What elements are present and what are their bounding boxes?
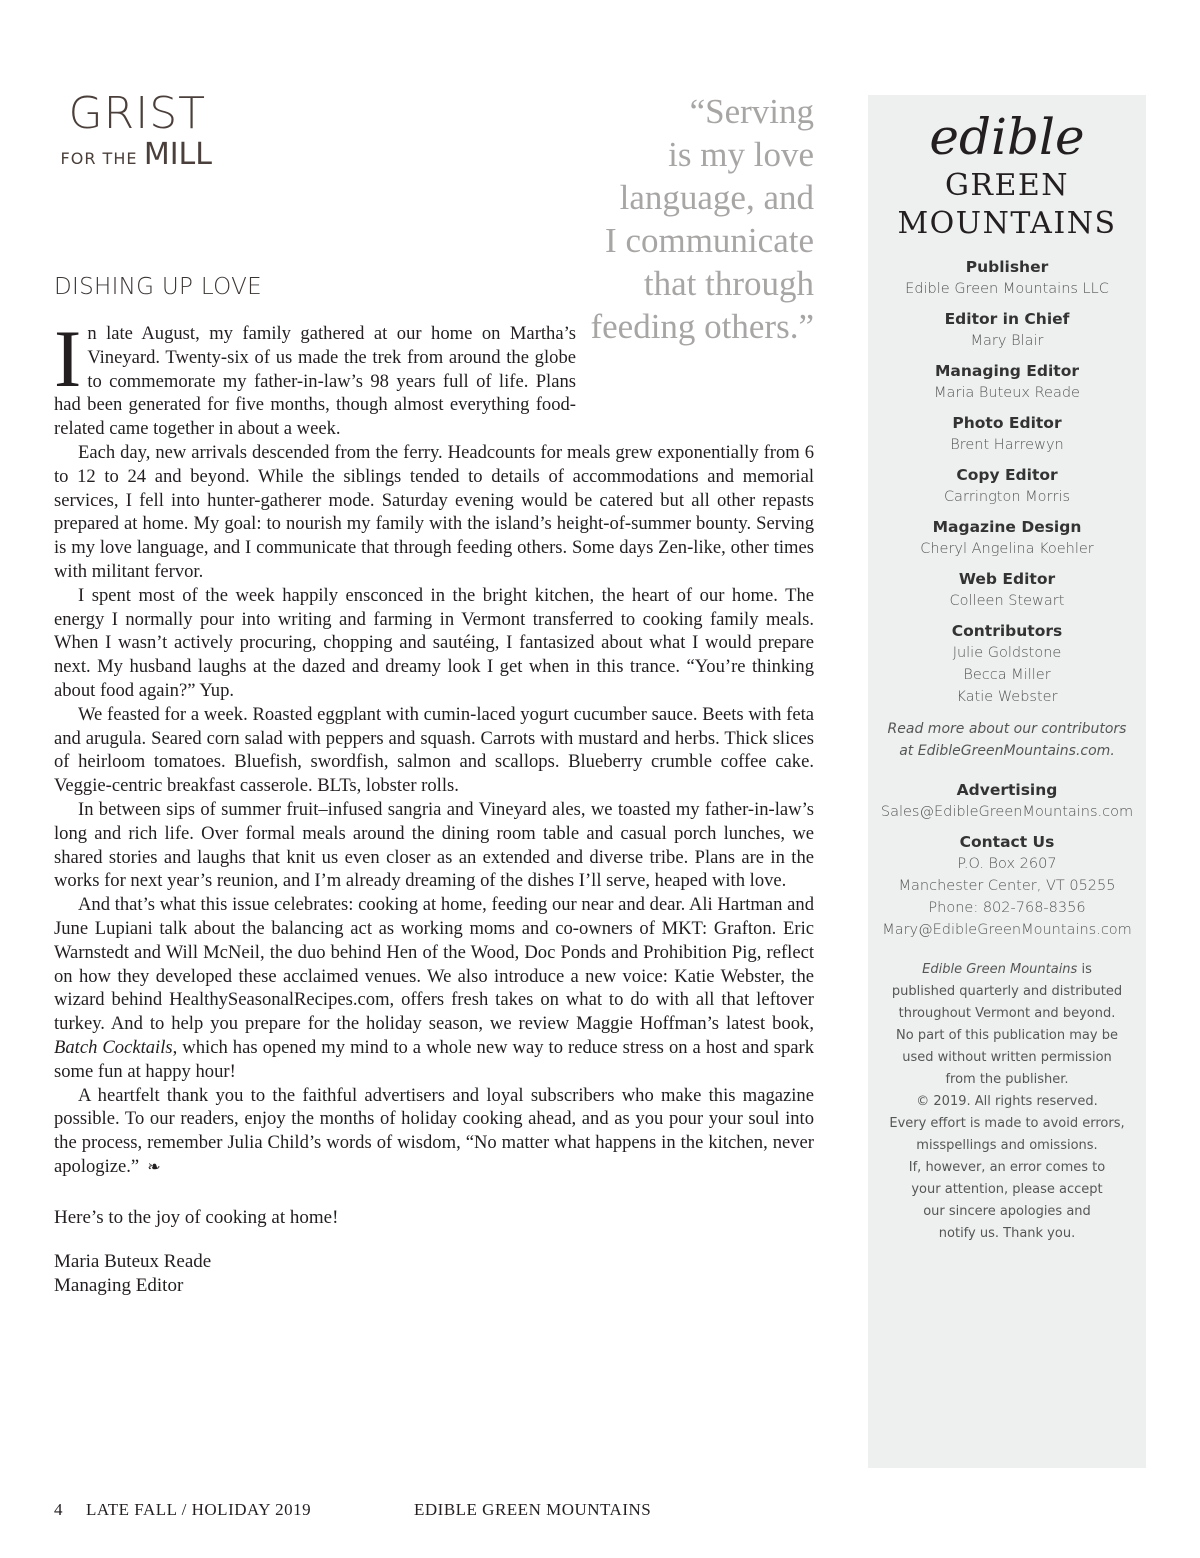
contact-line: Phone: 802-768-8356 xyxy=(928,900,1086,916)
pull-quote-line: that through xyxy=(643,264,814,303)
article-paragraph: In between sips of summer fruit–infused sangria and Vineyard ales, we toasted my father-in-law’s long and rich life. Over formal meals around the dining room table and casual porch lunches, we shared stories and laughs that knit us even closer as an extended and diverse tribe. Plans are in the works for next year’s reunion, and I’m already dreaming of the dishes I’ll serve, heaped with love. xyxy=(54,798,814,892)
staff-role: Managing Editor xyxy=(934,362,1079,380)
staff-role: Editor in Chief xyxy=(944,310,1070,328)
logo-edible: edible xyxy=(929,108,1085,166)
staff-name: Edible Green Mountains LLC xyxy=(905,281,1109,297)
final-paragraph-text: A heartfelt thank you to the faithful advertisers and loyal subscribers who make this magazine possible. To our readers, enjoy the months of holiday cooking ahead, and as you pour your soul into the process, remember Julia Child’s words of wisdom, “No matter what happens in the kitchen, never apologize.” xyxy=(54,1084,814,1177)
fine-print-line: Every effort is made to avoid errors, xyxy=(889,1116,1125,1131)
fine-print-line: © 2019. All rights reserved. xyxy=(916,1094,1098,1109)
logo-line: GREEN xyxy=(944,168,1070,203)
fine-print-line: No part of this publication may be xyxy=(896,1028,1118,1043)
issue-text-end: , which has opened my mind to a whole new way to reduce stress on a host and spark some fun at happy hour! xyxy=(54,1036,814,1082)
staff-name: Colleen Stewart xyxy=(949,593,1065,609)
masthead-prefix: FOR THE xyxy=(60,149,138,168)
staff-name: Julie Goldstone xyxy=(952,645,1062,661)
pull-quote-line: “Serving xyxy=(689,92,814,131)
fine-print-line xyxy=(868,959,1146,981)
contact-email[interactable]: Mary@EdibleGreenMountains.com xyxy=(882,922,1132,938)
contact-label: Contact Us xyxy=(959,833,1055,851)
masthead-suffix: MILL xyxy=(143,137,212,172)
staff-name: Carrington Morris xyxy=(943,489,1071,505)
first-paragraph-text: n late August, my family gathered at our home on Martha’s Vineyard. Twenty-six of us made the trek from around the globe to commemorate my father-in-law’s 98 years full of life. Plans had been generated for five months, though almost everything food-related came together in about a week. xyxy=(54,323,576,440)
staff-name: Katie Webster xyxy=(956,689,1058,705)
article-paragraph: We feasted for a week. Roasted eggplant with cumin-laced yogurt cucumber sauce. Beets with feta and arugula. Seared corn salad with peppers and squash. Carrots with mustard and herbs. Thick slices of heirloom tomatoes. Bluefish, swordfish, salmon and scallops. Blueberry crumble coffee cake. Veggie-centric breakfast casserole. BLTs, lobster rolls. xyxy=(54,703,814,797)
article-paragraph: I spent most of the week happily ensconced in the bright kitchen, the heart of our home. The energy I normally pour into writing and farming in Vermont transferred to cooking family meals. When I wasn’t actively procuring, chopping and sautéing, I fantasized about what I would prepare next. My husband laughs at the dazed and dreamy look I get when in this trance. “You’re thinking about food again?” Yup. xyxy=(54,584,814,701)
staff-role: Web Editor xyxy=(958,570,1056,588)
leaf-icon: ❧ xyxy=(147,1158,161,1176)
staff-role: Photo Editor xyxy=(952,414,1062,432)
staff-name: Becca Miller xyxy=(963,667,1051,683)
fine-print-line: published quarterly and distributed xyxy=(891,984,1123,999)
logo-line: MOUNTAINS xyxy=(897,206,1117,241)
read-more-note xyxy=(868,718,1146,762)
staff-list xyxy=(868,257,1146,708)
article-body xyxy=(54,313,814,1180)
fine-print-line: our sincere apologies and xyxy=(923,1204,1091,1219)
author-name: Maria Buteux Reade xyxy=(54,1251,212,1272)
masthead-title: GRIST xyxy=(68,88,206,139)
staff-role: Publisher xyxy=(965,258,1049,276)
staff-role: Magazine Design xyxy=(932,518,1082,536)
article-paragraph xyxy=(54,1084,814,1180)
contact-line: P.O. Box 2607 xyxy=(957,856,1057,872)
article-paragraph: Each day, new arrivals descended from the ferry. Headcounts for meals grew exponentially from 6 to 12 to 24 and beyond. While the siblings tended to details of accommodations and memorial services, I fell into hunter-gatherer mode. Saturday evening would be catered but all other repasts prepared at home. My goal: to nourish my family with the island’s height-of-summer bounty. Serving is my love language, and I communicate that through feeding others. Some days Zen-like, other times with militant fervor. xyxy=(54,441,814,582)
magazine-name: EDIBLE GREEN MOUNTAINS xyxy=(414,1500,652,1519)
sign-off xyxy=(54,1206,338,1298)
closing-line: Here’s to the joy of cooking at home! xyxy=(54,1207,339,1228)
staff-name: Cheryl Angelina Koehler xyxy=(920,541,1094,557)
drop-cap: I xyxy=(54,313,82,404)
fine-print-title: Edible Green Mountains xyxy=(922,962,1078,977)
pull-quote-line: I communicate xyxy=(605,221,814,260)
staff-name: Maria Buteux Reade xyxy=(934,385,1080,401)
fine-print-line: notify us. Thank you. xyxy=(938,1226,1076,1241)
column-masthead xyxy=(52,88,212,174)
page-number: 4 xyxy=(54,1500,63,1519)
masthead-subtitle xyxy=(52,137,212,174)
pull-quote-line: feeding others.” xyxy=(590,307,814,346)
fine-print-first: is xyxy=(1077,962,1092,977)
advertising-email[interactable]: Sales@EdibleGreenMountains.com xyxy=(880,804,1134,820)
contact-block xyxy=(868,832,1146,941)
issue-text-start: And that’s what this issue celebrates: cooking at home, feeding our near and dear. Ali Hartman and June Lupiani talk about the balancing act as working moms and co-owners of MKT: Grafton. Eric Warnstedt and Will McNeil, the duo behind Hen of the Wood, Doc Ponds and Prohibition Pig, reflect on how they developed these acclaimed venues. We also introduce a new voice: Katie Webster, the wizard behind HealthySeasonalRecipes.com, offers fresh takes on what to do with all that leftover turkey. And to help you prepare for the holiday season, we review Maggie Hoffman’s latest book, xyxy=(54,894,814,1035)
masthead-sidebar xyxy=(868,95,1146,1468)
fine-print-line: your attention, please accept xyxy=(911,1182,1103,1197)
issue-label: LATE FALL / HOLIDAY 2019 xyxy=(86,1500,312,1519)
pull-quote-line: is my love xyxy=(668,135,814,174)
fine-print-line: from the publisher. xyxy=(945,1072,1069,1087)
fine-print xyxy=(868,959,1146,1245)
article-paragraph xyxy=(54,893,814,1083)
advertising-label: Advertising xyxy=(956,781,1058,799)
staff-role: Copy Editor xyxy=(956,466,1058,484)
fine-print-line: throughout Vermont and beyond. xyxy=(898,1006,1116,1021)
author-title: Managing Editor xyxy=(54,1275,184,1296)
staff-name: Brent Harrewyn xyxy=(950,437,1064,453)
book-title: Batch Cocktails xyxy=(54,1036,173,1058)
contact-line: Manchester Center, VT 05255 xyxy=(898,878,1116,894)
pull-quote-line: language, and xyxy=(619,178,814,217)
pull-quote xyxy=(514,90,814,348)
read-more-line: Read more about our contributors xyxy=(887,721,1127,737)
advertising-block xyxy=(868,780,1146,823)
staff-name: Mary Blair xyxy=(970,333,1044,349)
fine-print-line: misspellings and omissions. xyxy=(916,1138,1098,1153)
fine-print-line: If, however, an error comes to xyxy=(908,1160,1106,1175)
read-more-line: at EdibleGreenMountains.com. xyxy=(899,743,1115,759)
article-headline: DISHING UP LOVE xyxy=(54,274,262,300)
article-paragraph xyxy=(54,313,814,441)
fine-print-line: used without written permission xyxy=(902,1050,1112,1065)
staff-role: Contributors xyxy=(951,622,1063,640)
